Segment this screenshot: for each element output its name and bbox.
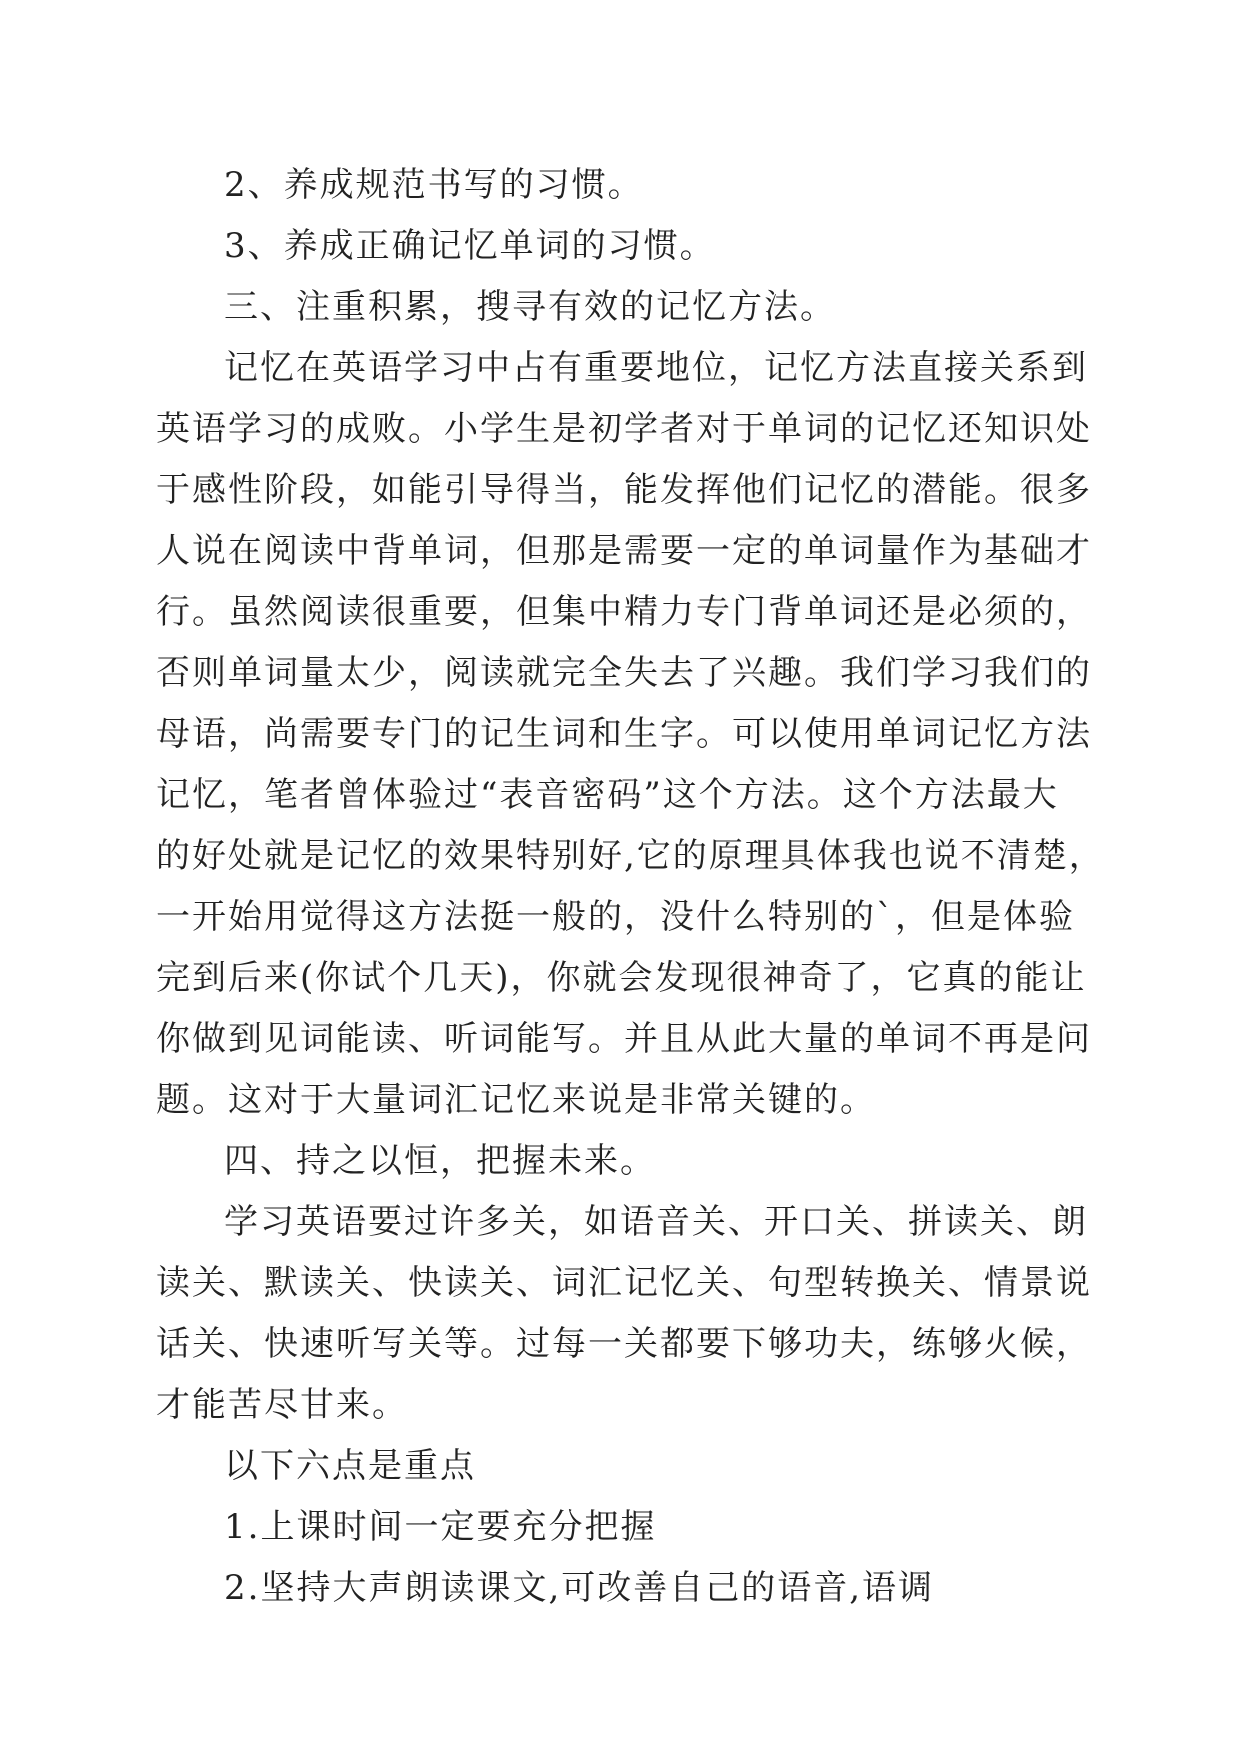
text-line: 于感性阶段，如能引导得当，能发挥他们记忆的潜能。很多 xyxy=(156,470,1092,510)
key-point-2: 2.坚持大声朗读课文,可改善自己的语音,语调 xyxy=(224,1568,935,1608)
text-line: 记忆在英语学习中占有重要地位，记忆方法直接关系到 xyxy=(224,348,1088,388)
text-line: 否则单词量太少，阅读就完全失去了兴趣。我们学习我们的 xyxy=(156,653,1092,693)
paragraph-learning-stages xyxy=(156,1192,1092,1436)
text-line: 英语学习的成败。小学生是初学者对于单词的记忆还知识处 xyxy=(156,409,1092,449)
text-line: 人说在阅读中背单词，但那是需要一定的单词量作为基础才 xyxy=(156,531,1092,571)
paragraph-key-points-intro: 以下六点是重点 xyxy=(224,1446,476,1486)
document-body xyxy=(156,155,1105,1619)
text-line: 题。这对于大量词汇记忆来说是非常关键的。 xyxy=(156,1080,876,1120)
text-line: 你做到见词能读、听词能写。并且从此大量的单词不再是问 xyxy=(156,1019,1092,1059)
text-line: 话关、快速听写关等。过每一关都要下够功夫，练够火候， xyxy=(156,1324,1092,1364)
text-line: 记忆，笔者曾体验过“表音密码”这个方法。这个方法最大 xyxy=(156,775,1059,815)
text-line: 母语，尚需要专门的记生词和生字。可以使用单词记忆方法 xyxy=(156,714,1092,754)
section-heading-accumulate: 三、注重积累，搜寻有效的记忆方法。 xyxy=(224,287,836,327)
section-heading-persevere: 四、持之以恒，把握未来。 xyxy=(224,1141,656,1181)
paragraph-habit-writing: 2、养成规范书写的习惯。 xyxy=(224,165,644,205)
text-line: 读关、默读关、快读关、词汇记忆关、句型转换关、情景说 xyxy=(156,1263,1092,1303)
text-line: 学习英语要过许多关，如语音关、开口关、拼读关、朗 xyxy=(224,1202,1088,1242)
paragraph-habit-memorize: 3、养成正确记忆单词的习惯。 xyxy=(224,226,716,266)
key-point-1: 1.上课时间一定要充分把握 xyxy=(224,1507,657,1547)
paragraph-memory-methods xyxy=(156,338,1105,1131)
text-line: 才能苦尽甘来。 xyxy=(156,1385,408,1425)
text-line: 一开始用觉得这方法挺一般的，没什么特别的`，但是体验 xyxy=(156,897,1075,937)
text-line: 的好处就是记忆的效果特别好,它的原理具体我也说不清楚， xyxy=(156,836,1105,876)
text-line: 行。虽然阅读很重要，但集中精力专门背单词还是必须的， xyxy=(156,592,1092,632)
text-line: 完到后来(你试个几天)，你就会发现很神奇了，它真的能让 xyxy=(156,958,1087,998)
